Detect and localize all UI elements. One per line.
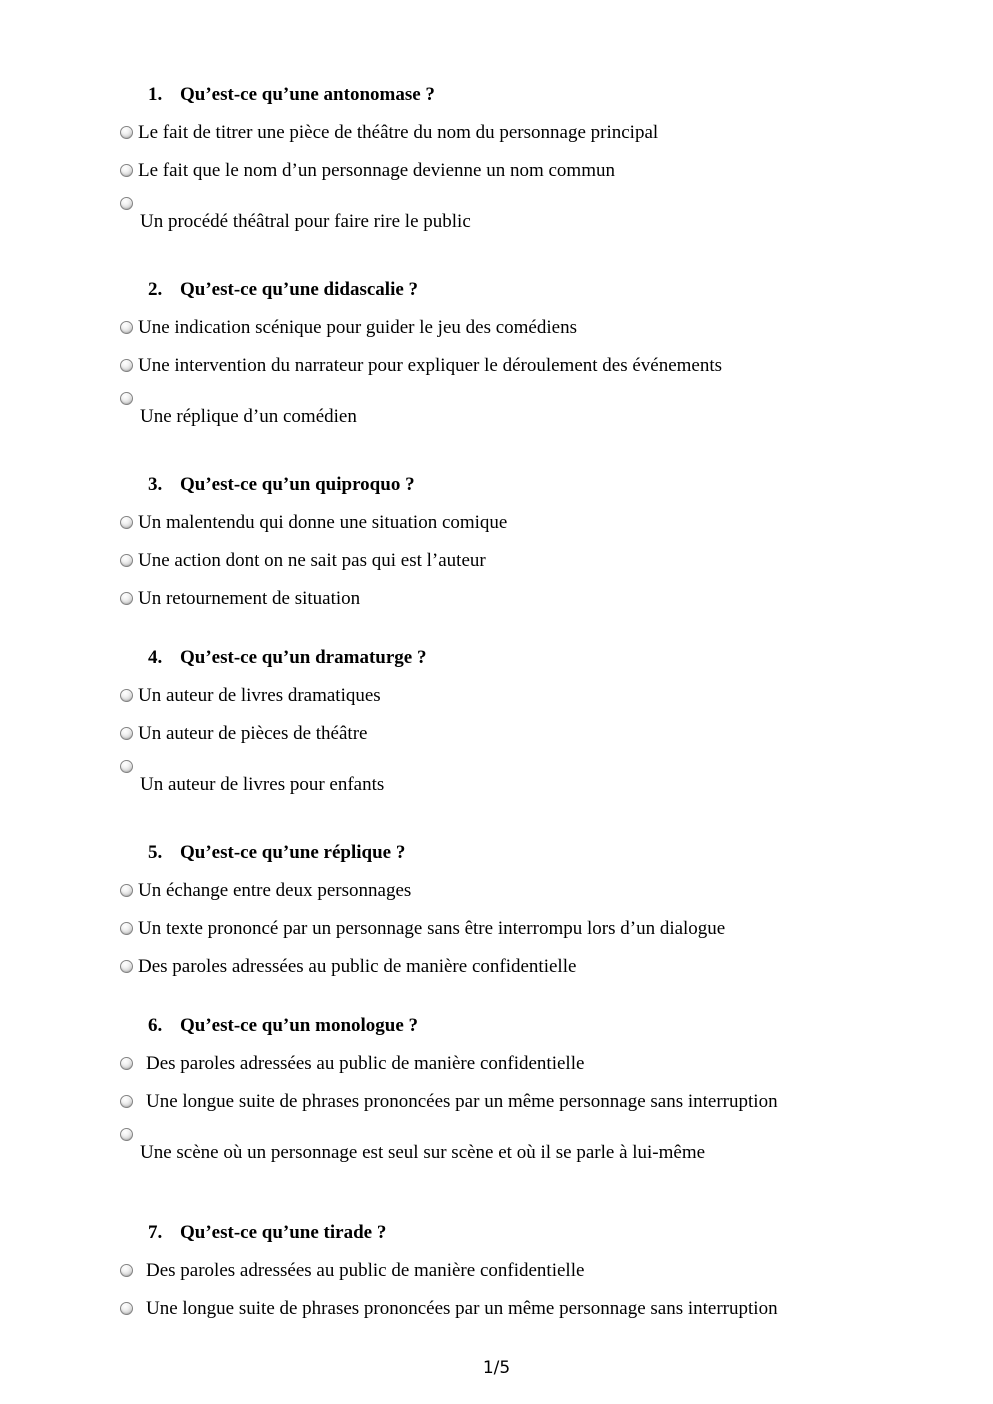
- radio-button-icon[interactable]: [120, 516, 133, 529]
- question-title: Qu’est-ce qu’une réplique ?: [180, 842, 406, 863]
- option-row: [120, 677, 873, 715]
- option-row: [120, 872, 873, 910]
- question-block: [120, 834, 873, 986]
- option-row: [120, 114, 873, 152]
- option-list: [120, 1045, 873, 1181]
- option-row: [120, 1128, 873, 1181]
- option-row: [120, 948, 873, 986]
- radio-button-icon[interactable]: [120, 1057, 133, 1070]
- option-label: Une longue suite de phrases prononcées par un même personnage sans interruption: [146, 1298, 778, 1319]
- option-list: [120, 309, 873, 445]
- option-row: [120, 152, 873, 190]
- option-label: Un auteur de livres dramatiques: [138, 685, 381, 706]
- option-label: Un texte prononcé par un personnage sans être interrompu lors d’un dialogue: [138, 918, 726, 939]
- option-row: [120, 309, 873, 347]
- question-block: [120, 1007, 873, 1181]
- option-row: [120, 1252, 873, 1290]
- radio-button-icon[interactable]: [120, 126, 133, 139]
- option-label: Un auteur de pièces de théâtre: [138, 723, 368, 744]
- option-label: Une réplique d’un comédien: [140, 406, 357, 427]
- option-row: [120, 542, 873, 580]
- question-block: [120, 1214, 873, 1328]
- radio-button-icon[interactable]: [120, 554, 133, 567]
- question-header: [120, 76, 873, 114]
- option-list: [120, 872, 873, 986]
- option-label: Un procédé théâtral pour faire rire le public: [140, 211, 471, 232]
- question-number: 2.: [148, 279, 163, 300]
- option-label: Un échange entre deux personnages: [138, 880, 412, 901]
- option-list: [120, 677, 873, 813]
- option-label: Un auteur de livres pour enfants: [140, 774, 385, 795]
- option-label: Une intervention du narrateur pour expliquer le déroulement des événements: [138, 355, 723, 376]
- option-label: Une longue suite de phrases prononcées par un même personnage sans interruption: [146, 1091, 778, 1112]
- option-row: [120, 392, 873, 445]
- question-block: [120, 76, 873, 250]
- radio-button-icon[interactable]: [120, 960, 133, 973]
- option-row: [120, 1083, 873, 1121]
- option-list: [120, 1252, 873, 1328]
- option-label: Des paroles adressées au public de manière confidentielle: [138, 956, 577, 977]
- option-label: Le fait que le nom d’un personnage devienne un nom commun: [138, 160, 615, 181]
- question-block: [120, 466, 873, 618]
- radio-button-icon[interactable]: [120, 1128, 133, 1141]
- question-number: 7.: [148, 1222, 163, 1243]
- question-header: [120, 639, 873, 677]
- option-row: [120, 760, 873, 813]
- option-label: Des paroles adressées au public de manière confidentielle: [146, 1053, 585, 1074]
- question-number: 4.: [148, 647, 163, 668]
- radio-button-icon[interactable]: [120, 1302, 133, 1315]
- question-title: Qu’est-ce qu’une antonomase ?: [180, 84, 435, 105]
- radio-button-icon[interactable]: [120, 392, 133, 405]
- radio-button-icon[interactable]: [120, 359, 133, 372]
- radio-button-icon[interactable]: [120, 321, 133, 334]
- question-title: Qu’est-ce qu’un quiproquo ?: [180, 474, 415, 495]
- option-list: [120, 504, 873, 618]
- question-title: Qu’est-ce qu’une didascalie ?: [180, 279, 419, 300]
- radio-button-icon[interactable]: [120, 689, 133, 702]
- question-header: [120, 1007, 873, 1045]
- option-label: Une indication scénique pour guider le jeu des comédiens: [138, 317, 577, 338]
- option-label: Un malentendu qui donne une situation comique: [138, 512, 508, 533]
- question-title: Qu’est-ce qu’une tirade ?: [180, 1222, 387, 1243]
- question-header: [120, 834, 873, 872]
- question-block: [120, 271, 873, 445]
- radio-button-icon[interactable]: [120, 922, 133, 935]
- option-label: Un retournement de situation: [138, 588, 361, 609]
- radio-button-icon[interactable]: [120, 197, 133, 210]
- option-row: [120, 1290, 873, 1328]
- radio-button-icon[interactable]: [120, 760, 133, 773]
- option-row: [120, 1045, 873, 1083]
- option-label: Une action dont on ne sait pas qui est l’auteur: [138, 550, 486, 571]
- radio-button-icon[interactable]: [120, 1264, 133, 1277]
- option-row: [120, 197, 873, 250]
- page-indicator: 1/5: [482, 1358, 511, 1378]
- option-label: Des paroles adressées au public de manière confidentielle: [146, 1260, 585, 1281]
- radio-button-icon[interactable]: [120, 164, 133, 177]
- option-row: [120, 347, 873, 385]
- question-block: [120, 639, 873, 813]
- option-row: [120, 580, 873, 618]
- option-label: Une scène où un personnage est seul sur scène et où il se parle à lui-même: [140, 1142, 706, 1163]
- option-list: [120, 114, 873, 250]
- option-row: [120, 715, 873, 753]
- radio-button-icon[interactable]: [120, 592, 133, 605]
- question-number: 6.: [148, 1015, 163, 1036]
- radio-button-icon[interactable]: [120, 727, 133, 740]
- question-number: 3.: [148, 474, 163, 495]
- question-title: Qu’est-ce qu’un monologue ?: [180, 1015, 419, 1036]
- radio-button-icon[interactable]: [120, 1095, 133, 1108]
- question-number: 5.: [148, 842, 163, 863]
- quiz-questions: [120, 76, 873, 1328]
- question-header: [120, 1214, 873, 1252]
- question-header: [120, 271, 873, 309]
- option-row: [120, 504, 873, 542]
- radio-button-icon[interactable]: [120, 884, 133, 897]
- question-title: Qu’est-ce qu’un dramaturge ?: [180, 647, 427, 668]
- question-number: 1.: [148, 84, 163, 105]
- question-header: [120, 466, 873, 504]
- option-row: [120, 910, 873, 948]
- option-label: Le fait de titrer une pièce de théâtre du nom du personnage principal: [138, 122, 659, 143]
